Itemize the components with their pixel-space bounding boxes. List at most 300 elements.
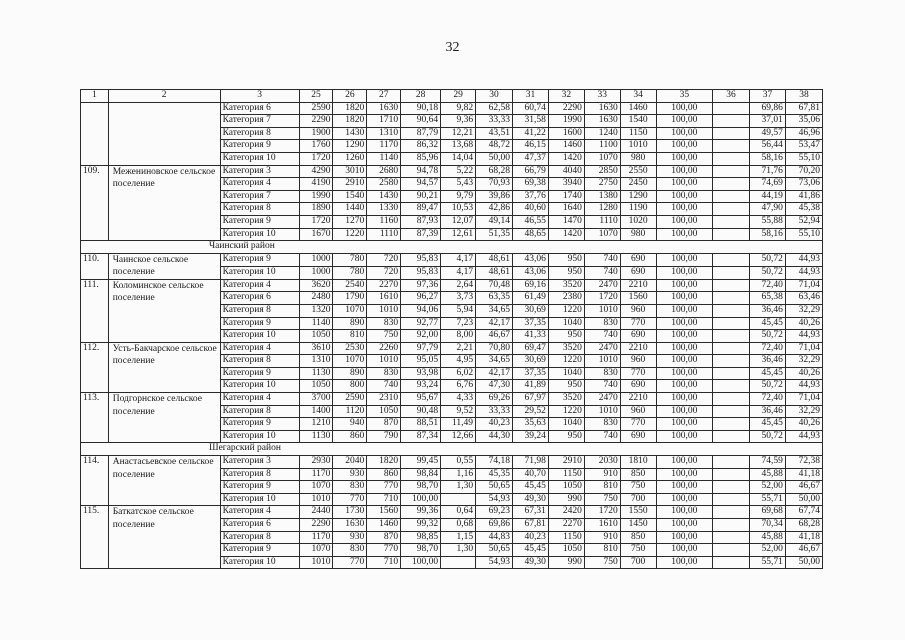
settlement-name: Подгорнское сельское поселение bbox=[108, 393, 220, 443]
value-cell: 43,06 bbox=[513, 253, 549, 266]
value-cell: 50,72 bbox=[750, 380, 786, 393]
category-cell: Категория 10 bbox=[220, 330, 299, 343]
value-cell: 2310 bbox=[367, 393, 401, 406]
value-cell: 1560 bbox=[620, 292, 656, 305]
category-cell: Категория 6 bbox=[220, 292, 299, 305]
value-cell: 750 bbox=[620, 544, 656, 557]
value-cell: 47,30 bbox=[476, 380, 513, 393]
value-cell: 1290 bbox=[333, 140, 367, 153]
value-cell: 810 bbox=[333, 330, 367, 343]
value-cell: 0,68 bbox=[441, 519, 476, 532]
value-cell: 4,95 bbox=[441, 355, 476, 368]
value-cell: 2580 bbox=[367, 178, 401, 191]
value-cell: 100,00 bbox=[656, 418, 712, 431]
value-cell: 68,28 bbox=[785, 519, 822, 532]
category-cell: Категория 9 bbox=[220, 140, 299, 153]
settlement-name: Коломинское сельское поселение bbox=[108, 279, 220, 342]
value-cell bbox=[713, 456, 750, 469]
value-cell: 69,38 bbox=[513, 178, 549, 191]
value-cell: 700 bbox=[620, 556, 656, 569]
value-cell: 850 bbox=[620, 531, 656, 544]
value-cell: 1130 bbox=[299, 430, 333, 443]
value-cell: 92,77 bbox=[401, 317, 441, 330]
value-cell: 69,16 bbox=[513, 279, 549, 292]
value-cell: 2750 bbox=[584, 178, 620, 191]
value-cell: 1990 bbox=[299, 190, 333, 203]
value-cell: 100,00 bbox=[656, 468, 712, 481]
value-cell: 41,18 bbox=[785, 468, 822, 481]
value-cell: 100,00 bbox=[656, 481, 712, 494]
value-cell: 1,15 bbox=[441, 531, 476, 544]
value-cell: 95,67 bbox=[401, 393, 441, 406]
value-cell: 40,60 bbox=[513, 203, 549, 216]
value-cell: 1790 bbox=[333, 292, 367, 305]
value-cell: 52,94 bbox=[785, 215, 822, 228]
value-cell: 1130 bbox=[299, 367, 333, 380]
value-cell: 52,00 bbox=[750, 481, 786, 494]
value-cell: 99,36 bbox=[401, 506, 441, 519]
value-cell: 35,63 bbox=[513, 418, 549, 431]
value-cell: 12,07 bbox=[441, 215, 476, 228]
value-cell: 33,33 bbox=[476, 115, 513, 128]
value-cell: 32,29 bbox=[785, 304, 822, 317]
category-cell: Категория 8 bbox=[220, 531, 299, 544]
value-cell: 870 bbox=[367, 531, 401, 544]
column-header: 25 bbox=[299, 90, 333, 103]
column-header: 37 bbox=[750, 90, 786, 103]
value-cell bbox=[713, 430, 750, 443]
value-cell: 45,88 bbox=[750, 531, 786, 544]
value-cell: 88,51 bbox=[401, 418, 441, 431]
value-cell: 1560 bbox=[367, 506, 401, 519]
value-cell: 2290 bbox=[299, 519, 333, 532]
table-row bbox=[81, 165, 823, 178]
value-cell: 1100 bbox=[584, 140, 620, 153]
value-cell: 44,93 bbox=[785, 253, 822, 266]
value-cell: 2680 bbox=[367, 165, 401, 178]
value-cell: 14,04 bbox=[441, 152, 476, 165]
value-cell: 790 bbox=[367, 430, 401, 443]
value-cell: 1070 bbox=[299, 544, 333, 557]
value-cell: 1110 bbox=[367, 228, 401, 241]
value-cell: 100,00 bbox=[656, 165, 712, 178]
value-cell: 1900 bbox=[299, 127, 333, 140]
value-cell: 72,40 bbox=[750, 279, 786, 292]
value-cell: 1420 bbox=[548, 152, 584, 165]
value-cell: 1210 bbox=[299, 418, 333, 431]
value-cell: 2270 bbox=[367, 279, 401, 292]
value-cell: 860 bbox=[333, 430, 367, 443]
value-cell: 0,64 bbox=[441, 506, 476, 519]
value-cell: 830 bbox=[584, 317, 620, 330]
value-cell: 54,93 bbox=[476, 556, 513, 569]
value-cell: 1010 bbox=[367, 355, 401, 368]
category-cell: Категория 8 bbox=[220, 304, 299, 317]
value-cell: 850 bbox=[620, 468, 656, 481]
value-cell: 4,33 bbox=[441, 393, 476, 406]
value-cell: 32,29 bbox=[785, 405, 822, 418]
value-cell: 950 bbox=[548, 380, 584, 393]
value-cell: 44,93 bbox=[785, 330, 822, 343]
value-cell: 950 bbox=[548, 330, 584, 343]
district-row bbox=[81, 443, 823, 456]
value-cell bbox=[713, 418, 750, 431]
column-header: 2 bbox=[108, 90, 220, 103]
category-cell: Категория 4 bbox=[220, 178, 299, 191]
value-cell: 40,70 bbox=[513, 468, 549, 481]
value-cell: 10,53 bbox=[441, 203, 476, 216]
value-cell: 85,96 bbox=[401, 152, 441, 165]
value-cell: 53,47 bbox=[785, 140, 822, 153]
value-cell: 67,81 bbox=[513, 519, 549, 532]
value-cell: 1280 bbox=[584, 203, 620, 216]
value-cell: 54,93 bbox=[476, 493, 513, 506]
value-cell: 37,76 bbox=[513, 190, 549, 203]
value-cell: 1540 bbox=[620, 115, 656, 128]
value-cell: 3620 bbox=[299, 279, 333, 292]
value-cell: 94,57 bbox=[401, 178, 441, 191]
value-cell: 50,72 bbox=[750, 330, 786, 343]
table-row bbox=[81, 456, 823, 469]
category-cell: Категория 3 bbox=[220, 165, 299, 178]
value-cell: 98,70 bbox=[401, 481, 441, 494]
value-cell: 62,58 bbox=[476, 102, 513, 115]
value-cell: 740 bbox=[584, 380, 620, 393]
value-cell: 42,86 bbox=[476, 203, 513, 216]
value-cell: 100,00 bbox=[656, 456, 712, 469]
value-cell: 46,15 bbox=[513, 140, 549, 153]
value-cell: 1150 bbox=[548, 531, 584, 544]
value-cell: 990 bbox=[548, 556, 584, 569]
value-cell: 1220 bbox=[548, 304, 584, 317]
value-cell: 2910 bbox=[333, 178, 367, 191]
value-cell bbox=[713, 355, 750, 368]
value-cell: 70,93 bbox=[476, 178, 513, 191]
value-cell: 4,17 bbox=[441, 253, 476, 266]
value-cell: 100,00 bbox=[656, 506, 712, 519]
value-cell: 69,86 bbox=[750, 102, 786, 115]
value-cell: 48,61 bbox=[476, 253, 513, 266]
value-cell: 1740 bbox=[548, 190, 584, 203]
value-cell: 43,06 bbox=[513, 266, 549, 279]
value-cell: 100,00 bbox=[656, 203, 712, 216]
value-cell: 35,06 bbox=[785, 115, 822, 128]
value-cell: 50,72 bbox=[750, 253, 786, 266]
value-cell: 69,26 bbox=[476, 393, 513, 406]
value-cell: 48,65 bbox=[513, 228, 549, 241]
value-cell: 1640 bbox=[548, 203, 584, 216]
value-cell: 46,96 bbox=[785, 127, 822, 140]
value-cell: 31,58 bbox=[513, 115, 549, 128]
value-cell: 47,37 bbox=[513, 152, 549, 165]
value-cell: 70,48 bbox=[476, 279, 513, 292]
value-cell: 870 bbox=[367, 418, 401, 431]
value-cell: 90,48 bbox=[401, 405, 441, 418]
value-cell: 740 bbox=[367, 380, 401, 393]
value-cell: 46,67 bbox=[785, 481, 822, 494]
category-cell: Категория 4 bbox=[220, 506, 299, 519]
value-cell: 7,23 bbox=[441, 317, 476, 330]
category-cell: Категория 9 bbox=[220, 481, 299, 494]
value-cell: 56,44 bbox=[750, 140, 786, 153]
value-cell: 1040 bbox=[548, 418, 584, 431]
value-cell: 36,46 bbox=[750, 355, 786, 368]
value-cell: 750 bbox=[367, 330, 401, 343]
value-cell: 41,22 bbox=[513, 127, 549, 140]
value-cell: 47,90 bbox=[750, 203, 786, 216]
value-cell: 1630 bbox=[584, 102, 620, 115]
value-cell: 74,18 bbox=[476, 456, 513, 469]
value-cell: 41,89 bbox=[513, 380, 549, 393]
value-cell: 2210 bbox=[620, 279, 656, 292]
value-cell: 5,43 bbox=[441, 178, 476, 191]
value-cell: 860 bbox=[367, 468, 401, 481]
value-cell bbox=[713, 393, 750, 406]
value-cell: 100,00 bbox=[656, 393, 712, 406]
value-cell: 40,26 bbox=[785, 367, 822, 380]
value-cell: 48,72 bbox=[476, 140, 513, 153]
value-cell: 29,52 bbox=[513, 405, 549, 418]
value-cell: 89,47 bbox=[401, 203, 441, 216]
value-cell: 67,74 bbox=[785, 506, 822, 519]
value-cell: 100,00 bbox=[656, 556, 712, 569]
value-cell: 73,06 bbox=[785, 178, 822, 191]
value-cell: 52,00 bbox=[750, 544, 786, 557]
value-cell: 690 bbox=[620, 380, 656, 393]
value-cell: 44,83 bbox=[476, 531, 513, 544]
value-cell: 6,02 bbox=[441, 367, 476, 380]
value-cell: 1440 bbox=[333, 203, 367, 216]
value-cell: 71,04 bbox=[785, 393, 822, 406]
value-cell: 94,06 bbox=[401, 304, 441, 317]
value-cell: 5,94 bbox=[441, 304, 476, 317]
value-cell bbox=[713, 266, 750, 279]
value-cell: 1160 bbox=[367, 215, 401, 228]
value-cell: 2290 bbox=[548, 102, 584, 115]
value-cell: 44,93 bbox=[785, 380, 822, 393]
value-cell: 68,28 bbox=[476, 165, 513, 178]
value-cell: 60,74 bbox=[513, 102, 549, 115]
value-cell: 800 bbox=[333, 380, 367, 393]
row-number: 112. bbox=[81, 342, 109, 392]
value-cell: 37,35 bbox=[513, 367, 549, 380]
category-cell: Категория 10 bbox=[220, 493, 299, 506]
value-cell: 9,36 bbox=[441, 115, 476, 128]
value-cell: 910 bbox=[584, 468, 620, 481]
row-number: 110. bbox=[81, 253, 109, 279]
value-cell: 100,00 bbox=[656, 228, 712, 241]
column-header: 28 bbox=[401, 90, 441, 103]
value-cell: 11,49 bbox=[441, 418, 476, 431]
value-cell: 810 bbox=[584, 481, 620, 494]
value-cell: 830 bbox=[333, 544, 367, 557]
value-cell: 690 bbox=[620, 253, 656, 266]
value-cell: 950 bbox=[548, 266, 584, 279]
value-cell: 1450 bbox=[620, 519, 656, 532]
value-cell: 950 bbox=[548, 253, 584, 266]
value-cell bbox=[441, 493, 476, 506]
value-cell: 100,00 bbox=[401, 493, 441, 506]
value-cell: 9,52 bbox=[441, 405, 476, 418]
value-cell: 45,35 bbox=[476, 468, 513, 481]
value-cell: 1380 bbox=[584, 190, 620, 203]
value-cell: 46,67 bbox=[476, 330, 513, 343]
value-cell: 30,69 bbox=[513, 304, 549, 317]
value-cell bbox=[441, 556, 476, 569]
value-cell: 33,33 bbox=[476, 405, 513, 418]
value-cell bbox=[713, 190, 750, 203]
value-cell: 1170 bbox=[299, 468, 333, 481]
value-cell: 98,84 bbox=[401, 468, 441, 481]
value-cell: 940 bbox=[333, 418, 367, 431]
value-cell: 4,17 bbox=[441, 266, 476, 279]
value-cell: 3520 bbox=[548, 342, 584, 355]
settlement-name bbox=[108, 102, 220, 165]
value-cell: 39,24 bbox=[513, 430, 549, 443]
value-cell: 2470 bbox=[584, 393, 620, 406]
value-cell: 13,68 bbox=[441, 140, 476, 153]
header-row bbox=[81, 90, 823, 103]
value-cell bbox=[713, 304, 750, 317]
value-cell: 1050 bbox=[367, 405, 401, 418]
value-cell: 67,81 bbox=[785, 102, 822, 115]
value-cell: 1150 bbox=[620, 127, 656, 140]
value-cell: 1330 bbox=[367, 203, 401, 216]
value-cell: 1470 bbox=[548, 215, 584, 228]
value-cell: 960 bbox=[620, 405, 656, 418]
value-cell: 1010 bbox=[584, 405, 620, 418]
settlement-name: Усть-Бакчарское сельское поселение bbox=[108, 342, 220, 392]
value-cell: 100,00 bbox=[656, 531, 712, 544]
value-cell: 69,23 bbox=[476, 506, 513, 519]
value-cell: 40,26 bbox=[785, 317, 822, 330]
value-cell: 2930 bbox=[299, 456, 333, 469]
value-cell: 37,35 bbox=[513, 317, 549, 330]
value-cell bbox=[713, 178, 750, 191]
value-cell: 90,64 bbox=[401, 115, 441, 128]
value-cell: 34,65 bbox=[476, 355, 513, 368]
value-cell: 1,16 bbox=[441, 468, 476, 481]
value-cell bbox=[713, 367, 750, 380]
value-cell: 100,00 bbox=[656, 190, 712, 203]
row-number: 115. bbox=[81, 506, 109, 569]
value-cell bbox=[713, 342, 750, 355]
value-cell: 740 bbox=[584, 266, 620, 279]
column-header: 1 bbox=[81, 90, 109, 103]
value-cell: 100,00 bbox=[656, 493, 712, 506]
value-cell: 1760 bbox=[299, 140, 333, 153]
category-cell: Категория 10 bbox=[220, 380, 299, 393]
value-cell: 1820 bbox=[333, 102, 367, 115]
value-cell: 1260 bbox=[333, 152, 367, 165]
value-cell: 4190 bbox=[299, 178, 333, 191]
value-cell: 1420 bbox=[548, 228, 584, 241]
settlement-name: Межениновское сельское поселение bbox=[108, 165, 220, 241]
value-cell bbox=[713, 468, 750, 481]
value-cell: 1010 bbox=[584, 355, 620, 368]
value-cell: 890 bbox=[333, 317, 367, 330]
table-row bbox=[81, 279, 823, 292]
value-cell: 55,71 bbox=[750, 556, 786, 569]
value-cell: 1460 bbox=[367, 519, 401, 532]
value-cell: 890 bbox=[333, 367, 367, 380]
value-cell: 1890 bbox=[299, 203, 333, 216]
value-cell: 70,80 bbox=[476, 342, 513, 355]
value-cell: 770 bbox=[367, 481, 401, 494]
value-cell: 100,00 bbox=[656, 292, 712, 305]
value-cell: 55,10 bbox=[785, 228, 822, 241]
value-cell: 50,65 bbox=[476, 481, 513, 494]
table-row bbox=[81, 506, 823, 519]
value-cell: 41,86 bbox=[785, 190, 822, 203]
value-cell: 2450 bbox=[620, 178, 656, 191]
value-cell: 49,30 bbox=[513, 493, 549, 506]
value-cell: 45,45 bbox=[750, 418, 786, 431]
value-cell: 5,22 bbox=[441, 165, 476, 178]
value-cell: 1730 bbox=[333, 506, 367, 519]
value-cell: 710 bbox=[367, 556, 401, 569]
value-cell: 100,00 bbox=[656, 544, 712, 557]
value-cell: 93,98 bbox=[401, 367, 441, 380]
value-cell: 830 bbox=[367, 317, 401, 330]
value-cell: 740 bbox=[584, 330, 620, 343]
district-label: Чаинский район bbox=[81, 241, 823, 254]
value-cell: 90,18 bbox=[401, 102, 441, 115]
value-cell: 830 bbox=[333, 481, 367, 494]
category-cell: Категория 8 bbox=[220, 203, 299, 216]
value-cell: 2540 bbox=[333, 279, 367, 292]
value-cell: 44,93 bbox=[785, 266, 822, 279]
value-cell: 42,17 bbox=[476, 317, 513, 330]
district-row bbox=[81, 241, 823, 254]
value-cell: 980 bbox=[620, 228, 656, 241]
category-cell: Категория 7 bbox=[220, 115, 299, 128]
category-cell: Категория 4 bbox=[220, 279, 299, 292]
value-cell bbox=[713, 544, 750, 557]
table-row bbox=[81, 102, 823, 115]
category-cell: Категория 4 bbox=[220, 393, 299, 406]
value-cell: 50,72 bbox=[750, 430, 786, 443]
value-cell: 34,65 bbox=[476, 304, 513, 317]
value-cell: 12,21 bbox=[441, 127, 476, 140]
data-table bbox=[80, 89, 823, 569]
value-cell: 1290 bbox=[620, 190, 656, 203]
value-cell bbox=[713, 556, 750, 569]
value-cell bbox=[713, 279, 750, 292]
value-cell: 74,59 bbox=[750, 456, 786, 469]
column-header: 30 bbox=[476, 90, 513, 103]
value-cell: 8,00 bbox=[441, 330, 476, 343]
value-cell: 36,46 bbox=[750, 405, 786, 418]
value-cell: 30,69 bbox=[513, 355, 549, 368]
column-header: 36 bbox=[713, 90, 750, 103]
category-cell: Категория 4 bbox=[220, 342, 299, 355]
value-cell: 1050 bbox=[299, 330, 333, 343]
category-cell: Категория 10 bbox=[220, 430, 299, 443]
value-cell: 770 bbox=[333, 556, 367, 569]
value-cell: 48,61 bbox=[476, 266, 513, 279]
category-cell: Категория 8 bbox=[220, 355, 299, 368]
table-row bbox=[81, 342, 823, 355]
value-cell: 45,45 bbox=[513, 544, 549, 557]
value-cell: 97,79 bbox=[401, 342, 441, 355]
value-cell: 2,21 bbox=[441, 342, 476, 355]
value-cell: 1190 bbox=[620, 203, 656, 216]
value-cell: 3940 bbox=[548, 178, 584, 191]
value-cell: 1040 bbox=[548, 367, 584, 380]
value-cell: 930 bbox=[333, 531, 367, 544]
column-header: 35 bbox=[656, 90, 712, 103]
